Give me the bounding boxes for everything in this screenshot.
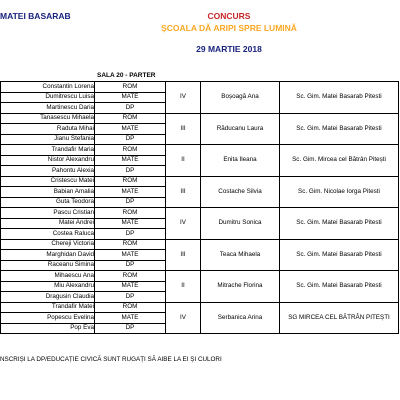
- teacher-cell: Boșoagă Ana: [201, 82, 280, 114]
- student-name: Costea Raluca: [1, 229, 95, 240]
- subject-cell: DP: [95, 260, 166, 271]
- teacher-cell: Serbanica Arina: [201, 302, 280, 334]
- subject-cell: MATE: [95, 250, 166, 261]
- grade-cell: IV: [166, 82, 201, 114]
- school-cell: Sc. Gim. Matei Basarab Pitesti: [280, 113, 399, 145]
- subject-cell: ROM: [95, 145, 166, 156]
- table-row: [1, 82, 399, 93]
- student-name: Mihaescu Ana: [1, 271, 95, 282]
- grade-cell: IV: [166, 302, 201, 334]
- student-name: Martinescu Daria: [1, 103, 95, 114]
- teacher-cell: Răducanu Laura: [201, 113, 280, 145]
- school-cell: Sc. Gim. Matei Basarab Pitesti: [280, 208, 399, 240]
- subject-cell: MATE: [95, 313, 166, 324]
- subject-cell: ROM: [95, 239, 166, 250]
- school-cell: Sc. Gim. Matei Basarab Pitesti: [280, 271, 399, 303]
- student-name: Pahontu Alexia: [1, 166, 95, 177]
- subject-cell: DP: [95, 292, 166, 303]
- subject-cell: ROM: [95, 271, 166, 282]
- school-cell: Sc. Gim. Nicolae Iorga Pitesti: [280, 176, 399, 208]
- subject-cell: ROM: [95, 208, 166, 219]
- student-name: Popescu Evelina: [1, 313, 95, 324]
- subject-cell: MATE: [95, 155, 166, 166]
- table-row: [1, 302, 399, 313]
- table-row: [1, 208, 399, 219]
- subject-cell: MATE: [95, 187, 166, 198]
- student-name: Cristescu Matei: [1, 176, 95, 187]
- student-name: Nistor Alexandru: [1, 155, 95, 166]
- school-cell: Sc. Gim. Matei Basarab Pitesti: [280, 82, 399, 114]
- table-row: [1, 145, 399, 156]
- subject-cell: ROM: [95, 302, 166, 313]
- student-name: Trandafir Matei: [1, 302, 95, 313]
- event-title: ȘCOALA DĂ ARIPI SPRE LUMINĂ: [161, 23, 297, 33]
- student-name: Matei Andrei: [1, 218, 95, 229]
- subject-cell: DP: [95, 323, 166, 334]
- student-name: Babian Amalia: [1, 187, 95, 198]
- teacher-cell: Teaca Mihaela: [201, 239, 280, 271]
- teacher-cell: Dumitru Sonica: [201, 208, 280, 240]
- student-name: Marghidan David: [1, 250, 95, 261]
- teacher-cell: Costache Silvia: [201, 176, 280, 208]
- student-name: Constantin Lorena: [1, 82, 95, 93]
- table-row: [1, 176, 399, 187]
- subject-cell: MATE: [95, 124, 166, 135]
- subject-cell: ROM: [95, 113, 166, 124]
- table-row: [1, 271, 399, 282]
- grade-cell: III: [166, 239, 201, 271]
- school-cell: Sc. Gim. Mircea cel Bătrân Pitești: [280, 145, 399, 177]
- student-name: Jianu Stefania: [1, 134, 95, 145]
- school-cell: Sc. Gim. Matei Basarab Pitesti: [280, 239, 399, 271]
- grade-cell: IV: [166, 208, 201, 240]
- room-label: SALA 20 - PARTER: [97, 72, 156, 79]
- subject-cell: DP: [95, 134, 166, 145]
- school-cell: SG MIRCEA CEL BĂTRÂN PITEȘTI: [280, 302, 399, 334]
- subject-cell: MATE: [95, 218, 166, 229]
- subject-cell: DP: [95, 103, 166, 114]
- contest-title: CONCURS: [207, 11, 251, 21]
- event-date: 29 MARTIE 2018: [196, 44, 262, 54]
- student-name: Raduta Mihai: [1, 124, 95, 135]
- grade-cell: III: [166, 176, 201, 208]
- grade-cell: III: [166, 113, 201, 145]
- student-name: Miu Alexandru: [1, 281, 95, 292]
- student-name: Dumitrescu Luisa: [1, 92, 95, 103]
- subject-cell: DP: [95, 166, 166, 177]
- subject-cell: DP: [95, 197, 166, 208]
- grade-cell: II: [166, 271, 201, 303]
- subject-cell: ROM: [95, 82, 166, 93]
- student-name: Raceanu Simina: [1, 260, 95, 271]
- subject-cell: DP: [95, 229, 166, 240]
- student-name: Pascu Cristian: [1, 208, 95, 219]
- school-name-header: MATEI BASARAB: [0, 11, 71, 21]
- grade-cell: II: [166, 145, 201, 177]
- student-name: Trandafir Maria: [1, 145, 95, 156]
- student-name: Chereji Victoria: [1, 239, 95, 250]
- footer-note: NSCRIȘI LA DP/EDUCAȚIE CIVICĂ SUNT RUGAȚI SĂ AIBE LA EI ȘI CULORI: [0, 356, 222, 363]
- subject-cell: MATE: [95, 92, 166, 103]
- participants-table: [0, 81, 399, 334]
- teacher-cell: Mitrache Florina: [201, 271, 280, 303]
- subject-cell: ROM: [95, 176, 166, 187]
- teacher-cell: Enita Ileana: [201, 145, 280, 177]
- table-row: [1, 113, 399, 124]
- student-name: Dragusin Claudia: [1, 292, 95, 303]
- subject-cell: MATE: [95, 281, 166, 292]
- student-name: Pop Eva: [1, 323, 95, 334]
- student-name: Tanasescu Mihaela: [1, 113, 95, 124]
- table-row: [1, 239, 399, 250]
- student-name: Guta Teodora: [1, 197, 95, 208]
